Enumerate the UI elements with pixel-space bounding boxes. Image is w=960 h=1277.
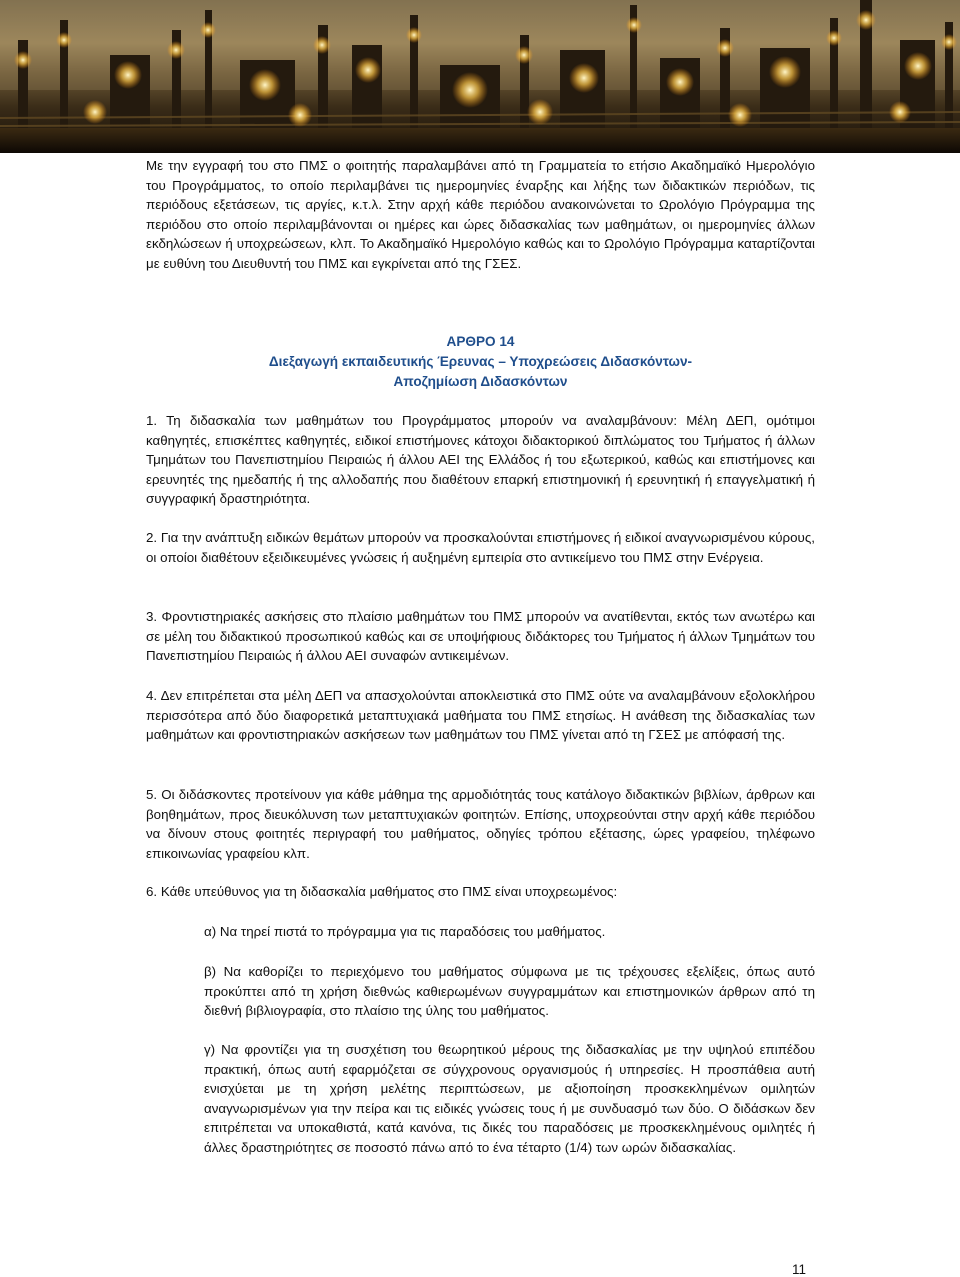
- paragraph-6: 6. Κάθε υπεύθυνος για τη διδασκαλία μαθήματος στο ΠΜΣ είναι υποχρεωμένος:: [146, 884, 618, 899]
- article-title-line-2: Αποζημίωση Διδασκόντων: [393, 374, 568, 389]
- sub-item-a: α) Να τηρεί πιστά το πρόγραμμα για τις παραδόσεις του μαθήματος.: [204, 924, 606, 939]
- article-title-line-1: Διεξαγωγή εκπαιδευτικής Έρευνας – Υποχρεώσεις Διδασκόντων-: [268, 354, 693, 369]
- page-number: 11: [792, 1262, 807, 1277]
- intro-paragraph: Με την εγγραφή του στο ΠΜΣ ο φοιτητής παραλαμβάνει από τη Γραμματεία το ετήσιο Ακαδημαϊκό Ημερολόγιο του Προγράμματος, το οποίο περιλαμβάνει τις ημερομηνίες έναρξης και λήξης των διδακτικών περιόδων, τις περιόδους εξετάσεων, τις αργίες, κ.τ.λ. Στην αρχή κάθε περιόδου ανακοινώνεται το Ωρολόγιο Πρόγραμμα της περιόδου στο οποίο περιλαμβάνονται οι ημέρες και ώρες διδασκαλίας των μαθημάτων, οι ημερομηνίες άλλων εκδηλώσεων ή υποχρεώσεων, κλπ. Το Ακαδημαϊκό Ημερολόγιο καθώς και το Ωρολόγιο Πρόγραμμα καταρτίζονται με ευθύνη του Διευθυντή του ΠΜΣ και εγκρίνεται από της ΓΣΕΣ.: [146, 158, 815, 271]
- paragraph-5: 5. Οι διδάσκοντες προτείνουν για κάθε μάθημα της αρμοδιότητάς τους κατάλογο διδακτικών βιβλίων, άρθρων και βοηθημάτων, προς διευκόλυνση των μεταπτυχιακών φοιτητών. Επίσης, υποχρεούνται στην αρχή κάθε περιόδου να δίνουν στους φοιτητές περιγραφή του μαθήματος, οδηγίες τρόπου εξέτασης, ώρες γραφείου, τηλέφωνο επικοινωνίας γραφείου κλπ.: [146, 787, 815, 861]
- paragraph-1: 1. Τη διδασκαλία των μαθημάτων του Προγράμματος μπορούν να αναλαμβάνουν: Μέλη ΔΕΠ, ομότιμοι καθηγητές, επισκέπτες καθηγητές, ειδικοί επιστήμονες κάτοχοι διδακτορικού διπλώματος του Τμήματος ή άλλων Τμημάτων του Πανεπιστημίου Πειραιώς ή άλλου ΑΕΙ της Ελλάδος ή του εξωτερικού, καθώς και επιστήμονες και ερευνητές της ημεδαπής ή της αλλοδαπής που διαθέτουν επαρκή επιστημονική ή ερευνητική ή επαγγελματική ή συγγραφική δραστηριότητα.: [146, 413, 815, 507]
- refinery-illustration: [0, 0, 960, 153]
- article-number: ΑΡΘΡΟ 14: [446, 334, 515, 349]
- paragraph-2: 2. Για την ανάπτυξη ειδικών θεμάτων μπορούν να προσκαλούνται επιστήμονες ή ειδικοί αναγνωρισμένου κύρους, οι οποίοι διαθέτουν εξειδικευμένες γνώσεις ή αυξημένη εμπειρία στο αντικείμενο του ΠΜΣ στην Ενέργεια.: [146, 530, 815, 565]
- header-banner-image: [0, 0, 960, 153]
- paragraph-3: 3. Φροντιστηριακές ασκήσεις στο πλαίσιο μαθημάτων του ΠΜΣ μπορούν να ανατίθενται, εκτός των ανωτέρω και σε μέλη του διδακτικού προσωπικού καθώς και σε υποψήφιους διδάκτορες του Τμήματος ή άλλων Τμημάτων του Πανεπιστημίου Πειραιώς ή άλλου ΑΕΙ συναφών αντικειμένων.: [146, 609, 815, 664]
- paragraph-4: 4. Δεν επιτρέπεται στα μέλη ΔΕΠ να απασχολούνται αποκλειστικά στο ΠΜΣ ούτε να αναλαμβάνουν εξολοκλήρου περισσότερα από δύο διαφορετικά μεταπτυχιακά μαθήματα του ΠΜΣ ετησίως. Η ανάθεση της διδασκαλίας των μαθημάτων και φροντιστηριακών ασκήσεων των μαθημάτων του ΠΜΣ γίνεται από τη ΓΣΕΣ με απόφασή της.: [146, 688, 815, 743]
- sub-item-b: β) Να καθορίζει το περιεχόμενο του μαθήματος σύμφωνα με τις τρέχουσες εξελίξεις, όπως αυτό προκύπτει από τη χρήση διεθνώς καθιερωμένων συγγραμμάτων και επιστημονικών άρθρων από τη διεθνή βιβλιογραφία, στο πλαίσιο της ύλης του μαθήματος.: [204, 964, 815, 1019]
- sub-item-c: γ) Να φροντίζει για τη συσχέτιση του θεωρητικού μέρους της διδασκαλίας με την υψηλού επιπέδου πρακτική, όπως αυτή εφαρμόζεται σε σύγχρονους οργανισμούς ή υπηρεσίες. Η προσπάθεια αυτή ενισχύεται με τη χρήση μελέτης περιπτώσεων, με αξιοποίηση προσκεκλημένων ομιλητών αναγνωρισμένων για την πείρα και τις ειδικές γνώσεις τους ή με συνδυασμό των δύο. Ο διδάσκων δεν επιτρέπεται να υποκαθιστά, κατά κανόνα, τις δικές του παραδόσεις με προσκεκλημένους ομιλητές ή άλλες δραστηριότητες σε ποσοστό πάνω από το ένα τέταρτο (1/4) των ωρών διδασκαλίας.: [204, 1042, 815, 1155]
